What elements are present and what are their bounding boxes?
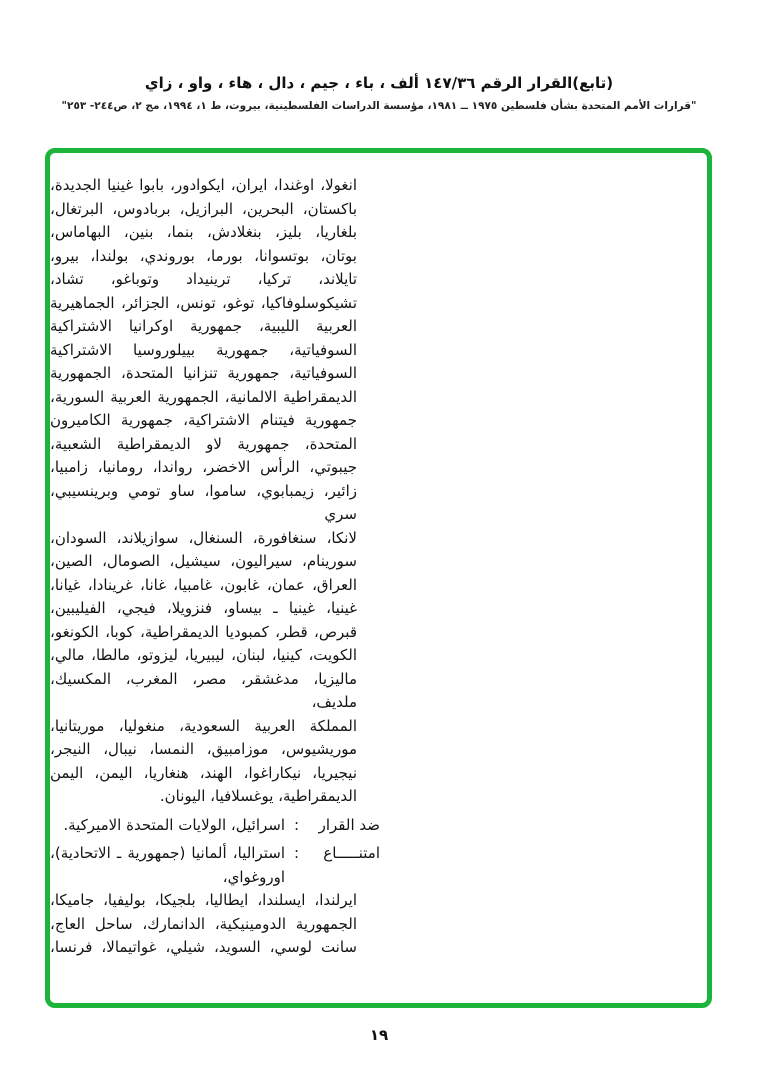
colon-separator: :: [294, 815, 300, 834]
list-line: السوفياتية، جمهورية تنزانيا المتحدة، الجمهورية: [50, 364, 357, 382]
resolution-title: (تابع)القرار الرقم ١٤٧/٣٦ ألف ، باء ، جيم ، دال ، هاء ، واو ، زاي: [144, 74, 614, 92]
list-line: بلغاريا، بليز، بنغلادش، بنما، بنين، البهاماس،: [50, 223, 357, 241]
against-label-cell: [294, 814, 380, 838]
list-line: قبرص، قطر، كمبوديا الديمقراطية، كوبا، الكونغو،: [50, 622, 357, 641]
colon-separator: :: [294, 844, 300, 862]
list-line: المملكة العربية السعودية، منغوليا، موريتانيا،: [50, 716, 357, 735]
list-line: تشيكوسلوفاكيا، توغو، تونس، الجزائر، الجماهيرية: [50, 293, 357, 312]
vote-record: [50, 174, 380, 960]
list-line: جيبوتي، الرأس الاخضر، رواندا، رومانيا، زامبيا،: [50, 458, 357, 476]
source-citation: "قرارات الأمم المتحدة بشأن فلسطين ١٩٧٥ ــ ١٩٨١، مؤسسة الدراسات الفلسطينية، بيروت، ط ١، ١٩٩٤، مج ٢، ص٢٤٤- ٢٥٣": [61, 100, 697, 112]
vote-against-row: [50, 814, 380, 838]
list-line: سورينام، سيراليون، سيشيل، الصومال، الصين،: [50, 552, 357, 570]
vote-in-favor-list: [50, 174, 380, 809]
against-label: ضد القرار: [318, 815, 380, 834]
list-line: موريشيوس، موزامبيق، النمسا، نيبال، النيجر،: [50, 740, 357, 758]
abstain-continuation-line: ايرلندا، ايسلندا، ايطاليا، بلجيكا، بوليفيا، جاميكا،: [50, 891, 357, 909]
list-line: غينيا، غينيا ـ بيساو، فنزويلا، فيجي، الفيليبين،: [50, 599, 357, 617]
list-line: العربية الليبية، جمهورية اوكرانيا الاشتراكية: [50, 317, 357, 335]
abstain-countries-first-line: استراليا، ألمانيا (جمهورية ـ الاتحادية)، اوروغواي،: [50, 844, 285, 886]
list-line: بوتان، بوتسوانا، بورما، بوروندي، بولندا، بيرو،: [50, 246, 357, 265]
resolution-highlight-box: [45, 148, 712, 1008]
abstain-continuation-line: الجمهورية الدومينيكية، الدانمارك، ساحل العاج،: [50, 914, 357, 933]
vote-abstain-section: [50, 842, 380, 960]
abstain-continuation-line: سانت لوسي، السويد، شيلي، غواتيمالا، فرنسا،: [50, 938, 357, 956]
list-line: باكستان، البحرين، البرازيل، بربادوس، البرتغال،: [50, 199, 357, 218]
list-line: انغولا، اوغندا، ايران، ايكوادور، بابوا غينيا الجديدة،: [50, 176, 357, 194]
list-line: ماليزيا، مدغشقر، مصر، المغرب، المكسيك، ملديف،: [50, 669, 357, 711]
vote-abstain-row: [50, 842, 380, 889]
abstain-label: امتنـــــاع: [323, 844, 380, 862]
abstain-label-cell: [294, 842, 380, 889]
against-countries: اسرائيل، الولايات المتحدة الاميركية.: [63, 815, 285, 834]
list-line: لانكا، سنغافورة، السنغال، سوازيلاند، السودان،: [50, 528, 357, 547]
list-line: تايلاند، تركيا، ترينيداد وتوباغو، تشاد،: [50, 270, 357, 288]
list-line: الديمقراطية الالمانية، الجمهورية العربية السورية،: [50, 387, 357, 406]
page-number: ١٩: [369, 1026, 389, 1044]
list-line: جمهورية فيتنام الاشتراكية، جمهورية الكاميرون: [50, 411, 357, 429]
list-line: العراق، عمان، غابون، غامبيا، غانا، غرينادا، غيانا،: [50, 575, 357, 594]
list-line: زائير، زيمبابوي، ساموا، ساو تومي وبرينسيبي، سري: [50, 481, 357, 523]
list-line: المتحدة، جمهورية لاو الديمقراطية الشعبية،: [50, 434, 357, 453]
list-line: الكويت، كينيا، لبنان، ليبيريا، ليزوتو، مالطا، مالي،: [50, 646, 357, 664]
list-line: الديمقراطية، يوغسلافيا، اليونان.: [159, 787, 357, 805]
list-line: السوفياتية، جمهورية بييلوروسيا الاشتراكية: [50, 340, 357, 359]
list-line: نيجيريا، نيكاراغوا، الهند، هنغاريا، اليمن، اليمن: [50, 763, 357, 782]
page-header: [0, 72, 758, 115]
